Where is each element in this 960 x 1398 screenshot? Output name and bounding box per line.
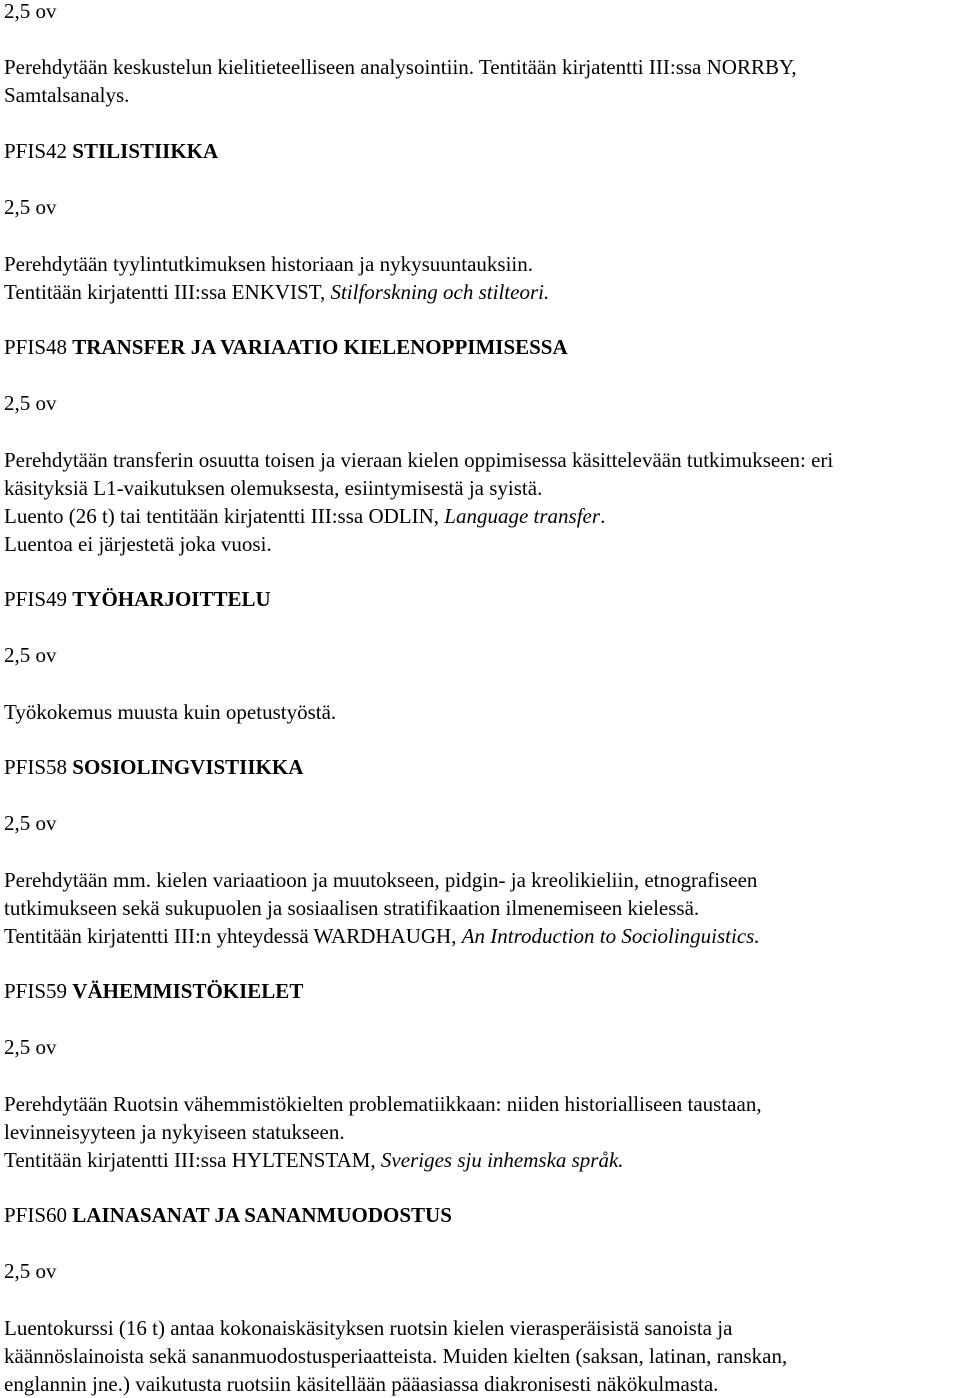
course-title: VÄHEMMISTÖKIELET [72, 979, 304, 1003]
course-description: Perehdytään transferin osuutta toisen ja vieraan kielen oppimisessa käsittelevään tutkimukseen: eri [4, 448, 834, 472]
credits-text: 2,5 ov [4, 1259, 57, 1283]
course-description: englannin jne.) vaikutusta ruotsiin käsitellään pääasiassa diakronisesti näkökulmasta. [4, 1372, 719, 1396]
course-description: tutkimukseen sekä sukupuolen ja sosiaalisen stratifikaation ilmenemiseen kielessä. [4, 896, 700, 920]
course-code: PFIS59 [4, 979, 68, 1003]
course-title: LAINASANAT JA SANANMUODOSTUS [72, 1203, 452, 1227]
credits-text: 2,5 ov [4, 811, 57, 835]
course-description: Perehdytään tyylintutkimuksen historiaan ja nykysuuntauksiin. [4, 252, 534, 276]
course-description: Luentokurssi (16 t) antaa kokonaiskäsityksen ruotsin kielen vierasperäisistä sanoista ja [4, 1316, 733, 1340]
course-heading [4, 1201, 452, 1229]
course-title: TYÖHARJOITTELU [72, 587, 271, 611]
course-code: PFIS48 [4, 335, 68, 359]
course-description: Tentitään kirjatentti III:n yhteydessä WARDHAUGH, An Introduction to Sociolinguistics. [4, 924, 760, 948]
course-description: Perehdytään mm. kielen variaatioon ja muutokseen, pidgin- ja kreolikieliin, etnografiseen [4, 868, 758, 892]
course-code: PFIS42 [4, 139, 68, 163]
course-heading [4, 333, 568, 361]
course-description: käsityksiä L1-vaikutuksen olemuksesta, esiintymisestä ja syistä. [4, 476, 543, 500]
course-description: Perehdytään keskustelun kielitieteelliseen analysointiin. Tentitään kirjatentti III:ssa NORRBY, [4, 55, 797, 79]
course-heading [4, 977, 303, 1005]
course-description: Tentitään kirjatentti III:ssa HYLTENSTAM, Sveriges sju inhemska språk. [4, 1148, 624, 1172]
course-description: käännöslainoista sekä sananmuodostusperiaatteista. Muiden kielten (saksan, latinan, ranskan, [4, 1344, 788, 1368]
course-description: Perehdytään Ruotsin vähemmistökielten problematiikkaan: niiden historialliseen taustaan, [4, 1092, 762, 1116]
course-heading [4, 137, 218, 165]
course-code: PFIS60 [4, 1203, 68, 1227]
course-heading [4, 753, 303, 781]
credits-text: 2,5 ov [4, 391, 57, 415]
course-title: STILISTIIKKA [72, 139, 219, 163]
course-description: Samtalsanalys. [4, 83, 130, 107]
course-code: PFIS49 [4, 587, 68, 611]
course-description: Luentoa ei järjestetä joka vuosi. [4, 532, 272, 556]
credits-text: 2,5 ov [4, 195, 57, 219]
credits-text: 2,5 ov [4, 1035, 57, 1059]
credits-text: 2,5 ov [4, 0, 57, 23]
course-description: Tentitään kirjatentti III:ssa ENKVIST, Stilforskning och stilteori. [4, 280, 550, 304]
course-code: PFIS58 [4, 755, 68, 779]
course-title: SOSIOLINGVISTIIKKA [72, 755, 304, 779]
course-description: Luento (26 t) tai tentitään kirjatentti III:ssa ODLIN, Language transfer. [4, 504, 606, 528]
course-heading [4, 585, 271, 613]
course-description: Työkokemus muusta kuin opetustyöstä. [4, 700, 337, 724]
course-title: TRANSFER JA VARIAATIO KIELENOPPIMISESSA [72, 335, 568, 359]
credits-text: 2,5 ov [4, 643, 57, 667]
course-description: levinneisyyteen ja nykyiseen statukseen. [4, 1120, 345, 1144]
